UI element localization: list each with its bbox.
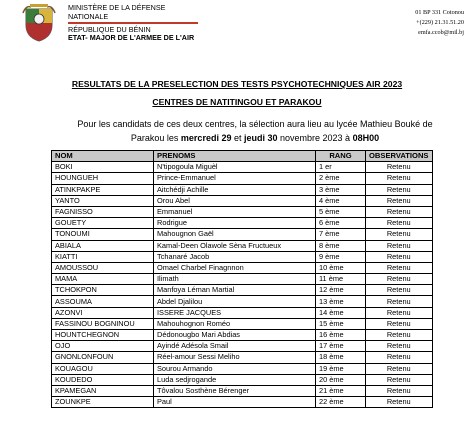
- cell-prenoms: Abdel Djalilou: [154, 296, 316, 307]
- cell-observation: Retenu: [366, 341, 433, 352]
- cell-observation: Retenu: [366, 397, 433, 408]
- cell-observation: Retenu: [366, 240, 433, 251]
- cell-nom: ATINKPAKPE: [52, 184, 154, 195]
- phone-number: +(229) 21.31.51.20: [416, 19, 464, 26]
- cell-observation: Retenu: [366, 195, 433, 206]
- cell-prenoms: Réel-amour Sessi Meliho: [154, 352, 316, 363]
- results-table: [51, 150, 433, 408]
- cell-rang: 15 ème: [316, 318, 366, 329]
- cell-observation: Retenu: [366, 162, 433, 173]
- cell-observation: Retenu: [366, 385, 433, 396]
- cell-nom: GOUETY: [52, 218, 154, 229]
- intro-text-3: novembre 2023 à: [277, 133, 353, 143]
- cell-rang: 12 ème: [316, 285, 366, 296]
- cell-observation: Retenu: [366, 352, 433, 363]
- table-row: [52, 195, 433, 206]
- table-row: [52, 385, 433, 396]
- cell-nom: YANTO: [52, 195, 154, 206]
- table-row: [52, 206, 433, 217]
- cell-rang: 11 ème: [316, 274, 366, 285]
- cell-observation: Retenu: [366, 274, 433, 285]
- postal-address: 01 BP 331 Cotonou: [415, 9, 464, 16]
- table-row: [52, 330, 433, 341]
- cell-observation: Retenu: [366, 206, 433, 217]
- table-row: [52, 352, 433, 363]
- table-row: [52, 218, 433, 229]
- cell-prenoms: Dédonougbo Mari Abdias: [154, 330, 316, 341]
- cell-rang: 7 ème: [316, 229, 366, 240]
- cell-rang: 5 ème: [316, 206, 366, 217]
- cell-rang: 2 ème: [316, 173, 366, 184]
- cell-nom: KIATTI: [52, 251, 154, 262]
- email-address: emfa.ccob@mil.bj: [418, 29, 464, 36]
- cell-prenoms: Kamal-Deen Olawole Sèna Fructueux: [154, 240, 316, 251]
- cell-observation: Retenu: [366, 374, 433, 385]
- cell-observation: Retenu: [366, 251, 433, 262]
- cell-prenoms: Manfoya Léman Martial: [154, 285, 316, 296]
- cell-nom: BOKI: [52, 162, 154, 173]
- document-subtitle: CENTRES DE NATITINGOU ET PARAKOU: [152, 97, 322, 107]
- cell-nom: ASSOUMA: [52, 296, 154, 307]
- cell-nom: OJO: [52, 341, 154, 352]
- cell-prenoms: Ilimath: [154, 274, 316, 285]
- cell-observation: Retenu: [366, 218, 433, 229]
- cell-observation: Retenu: [366, 229, 433, 240]
- table-row: [52, 341, 433, 352]
- header-prenoms: PRENOMS: [154, 151, 316, 162]
- cell-prenoms: ISSERE JACQUES: [154, 307, 316, 318]
- cell-rang: 18 ème: [316, 352, 366, 363]
- cell-nom: FAGNISSO: [52, 206, 154, 217]
- table-row: [52, 274, 433, 285]
- cell-nom: KOUAGOU: [52, 363, 154, 374]
- cell-prenoms: Tchanaré Jacob: [154, 251, 316, 262]
- cell-nom: TCHOKPON: [52, 285, 154, 296]
- cell-prenoms: Tôvalou Sosthène Bérenger: [154, 385, 316, 396]
- cell-prenoms: Omael Charbel Finagnnon: [154, 262, 316, 273]
- table-row: [52, 162, 433, 173]
- table-row: [52, 229, 433, 240]
- intro-date-1: mercredi 29: [180, 133, 232, 143]
- table-row: [52, 262, 433, 273]
- divider: [68, 22, 198, 24]
- cell-prenoms: Mahouhognon Roméo: [154, 318, 316, 329]
- table-row: [52, 184, 433, 195]
- intro-time: 08H00: [352, 133, 380, 143]
- cell-prenoms: Paul: [154, 397, 316, 408]
- cell-rang: 22 ème: [316, 397, 366, 408]
- intro-text-2: et: [231, 133, 244, 143]
- cell-observation: Retenu: [366, 184, 433, 195]
- cell-nom: HOUNGUEH: [52, 173, 154, 184]
- cell-rang: 4 ème: [316, 195, 366, 206]
- header-observations: OBSERVATIONS: [366, 151, 433, 162]
- table-row: [52, 296, 433, 307]
- cell-rang: 14 ème: [316, 307, 366, 318]
- cell-prenoms: Sourou Armando: [154, 363, 316, 374]
- cell-nom: MAMA: [52, 274, 154, 285]
- ministry-name-line1: MINISTÈRE DE LA DÉFENSE: [68, 3, 166, 12]
- coat-of-arms-icon: [22, 3, 56, 43]
- cell-rang: 13 ème: [316, 296, 366, 307]
- intro-paragraph: [60, 117, 450, 145]
- cell-prenoms: Ayindé Adésola Smail: [154, 341, 316, 352]
- cell-rang: 19 ème: [316, 363, 366, 374]
- cell-nom: GNONLONFOUN: [52, 352, 154, 363]
- table-body: [52, 162, 433, 408]
- cell-nom: ABIALA: [52, 240, 154, 251]
- cell-observation: Retenu: [366, 262, 433, 273]
- cell-rang: 16 ème: [316, 330, 366, 341]
- table-row: [52, 285, 433, 296]
- contact-info: [415, 8, 464, 38]
- cell-rang: 9 ème: [316, 251, 366, 262]
- cell-rang: 20 ème: [316, 374, 366, 385]
- cell-rang: 6 ème: [316, 218, 366, 229]
- cell-rang: 10 ème: [316, 262, 366, 273]
- table-row: [52, 318, 433, 329]
- cell-nom: KOUDEDO: [52, 374, 154, 385]
- cell-observation: Retenu: [366, 173, 433, 184]
- cell-prenoms: Emmanuel: [154, 206, 316, 217]
- cell-prenoms: Orou Abel: [154, 195, 316, 206]
- table-row: [52, 240, 433, 251]
- document-title: RESULTATS DE LA PRESELECTION DES TESTS PSYCHOTECHNIQUES AIR 2023: [71, 79, 403, 89]
- table-row: [52, 374, 433, 385]
- cell-prenoms: Aitchédji Achille: [154, 184, 316, 195]
- cell-nom: AMOUSSOU: [52, 262, 154, 273]
- cell-rang: 8 ème: [316, 240, 366, 251]
- table-row: [52, 363, 433, 374]
- cell-observation: Retenu: [366, 318, 433, 329]
- table-row: [52, 251, 433, 262]
- cell-nom: FASSINOU BOGNINOU: [52, 318, 154, 329]
- cell-prenoms: Mahougnon Gaël: [154, 229, 316, 240]
- table-header-row: [52, 151, 433, 162]
- intro-text-1: Pour les candidats de ces deux centres, la sélection aura lieu au lycée Mathieu Bouké de Parakou les: [77, 119, 433, 143]
- cell-prenoms: N'tipogoula Miguèl: [154, 162, 316, 173]
- cell-rang: 3 ème: [316, 184, 366, 195]
- table-row: [52, 397, 433, 408]
- intro-date-2: jeudi 30: [243, 133, 278, 143]
- cell-observation: Retenu: [366, 330, 433, 341]
- cell-prenoms: Luda sedjrogande: [154, 374, 316, 385]
- header-rang: RANG: [316, 151, 366, 162]
- cell-rang: 21 ème: [316, 385, 366, 396]
- air-force-staff: ETAT- MAJOR DE L'ARMEE DE L'AIR: [68, 33, 195, 43]
- ministry-name-line2: NATIONALE: [68, 11, 109, 21]
- header-nom: NOM: [52, 151, 154, 162]
- cell-prenoms: Rodrigue: [154, 218, 316, 229]
- cell-nom: HOUNTCHEGNON: [52, 330, 154, 341]
- cell-observation: Retenu: [366, 285, 433, 296]
- cell-nom: AZONVI: [52, 307, 154, 318]
- cell-observation: Retenu: [366, 363, 433, 374]
- cell-prenoms: Prince-Emmanuel: [154, 173, 316, 184]
- ministry-header: [68, 4, 198, 43]
- cell-observation: Retenu: [366, 296, 433, 307]
- cell-nom: ZOUNKPE: [52, 397, 154, 408]
- cell-nom: TONOUMI: [52, 229, 154, 240]
- table-row: [52, 173, 433, 184]
- cell-rang: 1 er: [316, 162, 366, 173]
- cell-nom: KPAMEGAN: [52, 385, 154, 396]
- republic-name: RÉPUBLIQUE DU BÉNIN: [68, 24, 151, 34]
- cell-observation: Retenu: [366, 307, 433, 318]
- cell-rang: 17 ème: [316, 341, 366, 352]
- table-row: [52, 307, 433, 318]
